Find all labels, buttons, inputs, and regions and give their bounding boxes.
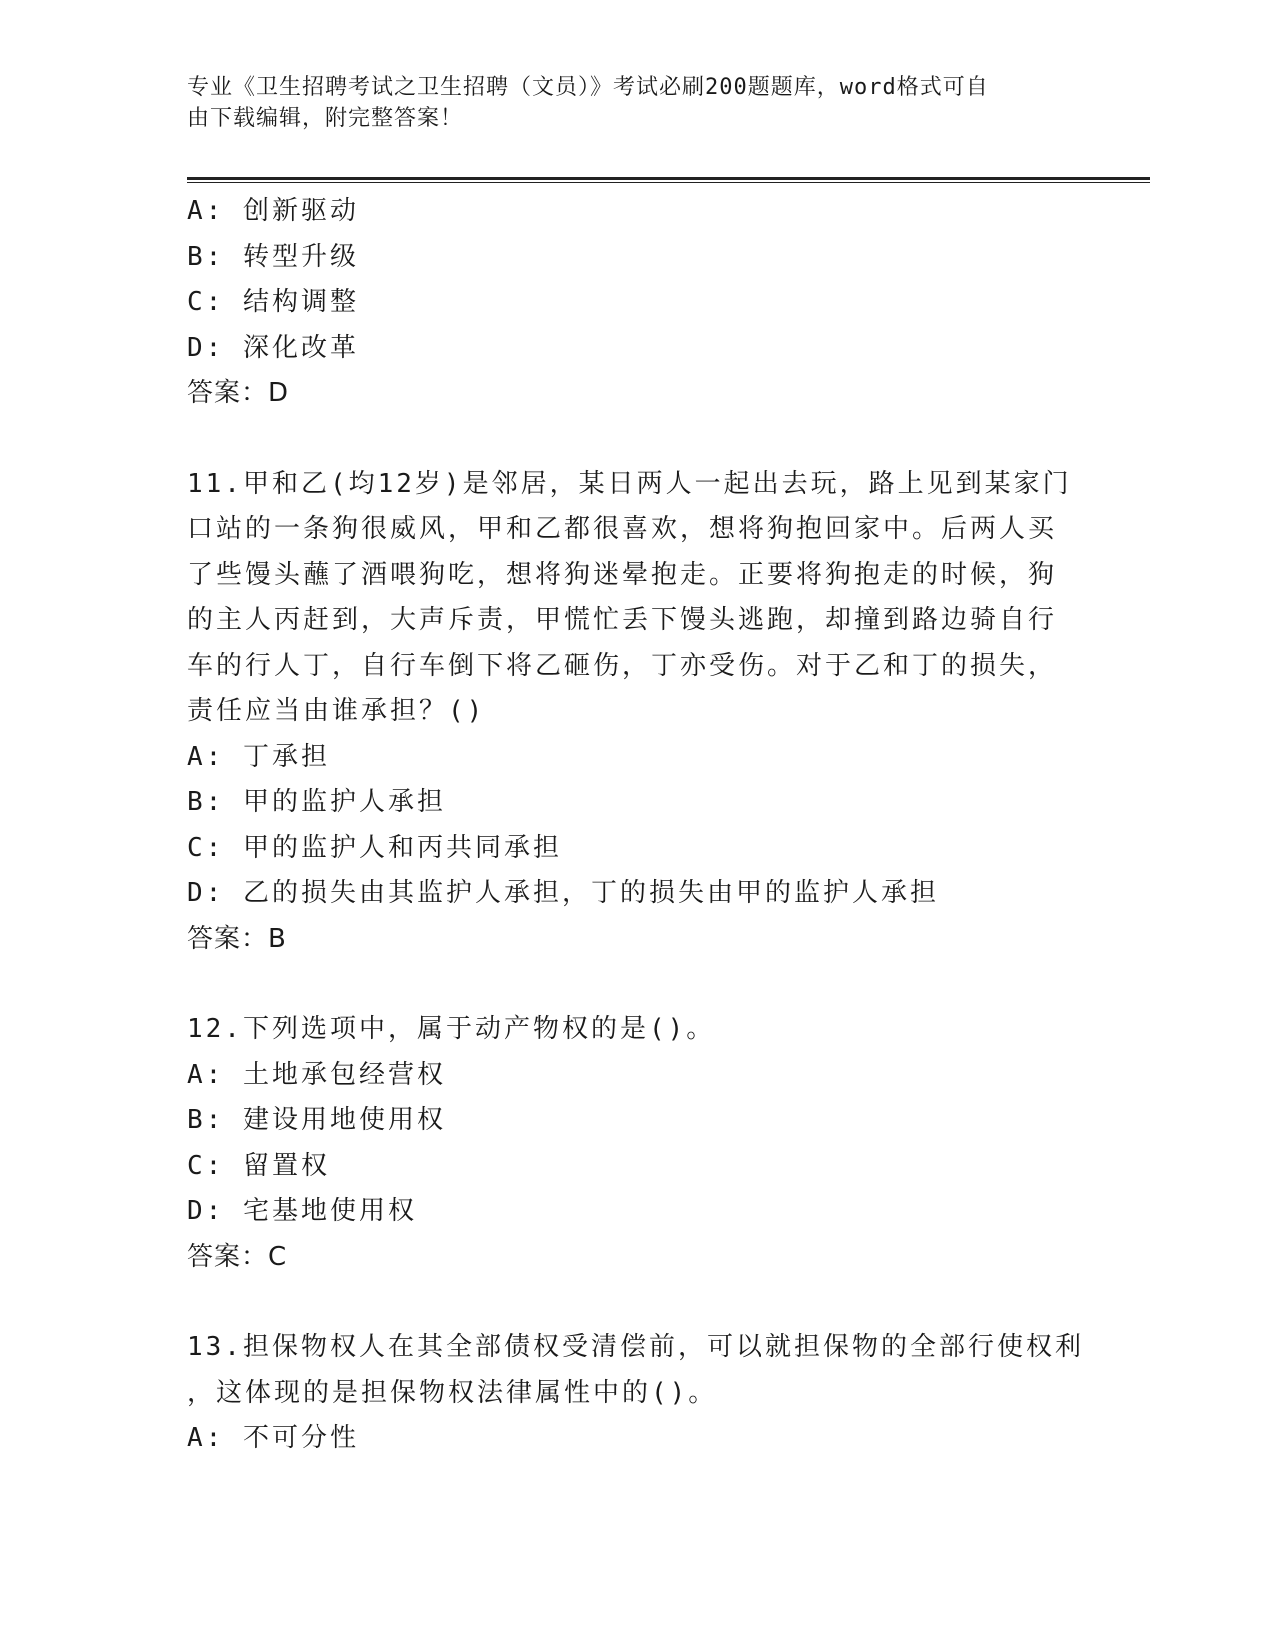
option-c: C: 留置权 <box>187 1150 330 1181</box>
question-11 <box>187 462 1077 963</box>
question-12 <box>187 1007 1077 1280</box>
question-text-line: 11.甲和乙(均12岁)是邻居，某日两人一起出去玩，路上见到某家门 <box>187 468 1072 499</box>
option-d: D: 深化改革 <box>187 332 359 363</box>
question-text-line: ，这体现的是担保物权法律属性中的()。 <box>187 1377 718 1408</box>
option-a: A: 土地承包经营权 <box>187 1059 446 1090</box>
option-a: A: 创新驱动 <box>187 196 359 226</box>
header-divider-thick <box>187 177 1150 180</box>
option-b: B: 转型升级 <box>187 241 359 272</box>
header-line-2: 由下载编辑，附完整答案！ <box>187 106 464 131</box>
option-c: C: 甲的监护人和丙共同承担 <box>187 832 562 863</box>
answer: 答案：C <box>187 1241 288 1272</box>
document-header <box>187 72 1067 134</box>
header-line-1: 专业《卫生招聘考试之卫生招聘（文员）》考试必刷200题题库，word格式可自 <box>187 75 989 100</box>
option-b: B: 甲的监护人承担 <box>187 787 446 817</box>
question-10 <box>187 189 1077 417</box>
question-text-line: 口站的一条狗很威风，甲和乙都很喜欢，想将狗抱回家中。后两人买 <box>187 514 1058 544</box>
question-text-line: 13.担保物权人在其全部债权受清偿前，可以就担保物的全部行使权利 <box>187 1332 1084 1362</box>
option-b: B: 建设用地使用权 <box>187 1105 446 1135</box>
spacer <box>187 962 1077 1007</box>
option-d: D: 宅基地使用权 <box>187 1196 417 1226</box>
header-divider-thin <box>187 182 1150 183</box>
spacer <box>187 417 1077 462</box>
option-a: A: 丁承担 <box>187 741 330 772</box>
question-list <box>187 189 1084 1462</box>
question-text-line: 车的行人丁，自行车倒下将乙砸伤，丁亦受伤。对于乙和丁的损失， <box>187 650 1058 681</box>
option-d: D: 乙的损失由其监护人承担，丁的损失由甲的监护人承担 <box>187 878 939 908</box>
question-text-line: 责任应当由谁承担？() <box>187 696 486 726</box>
option-a: A: 不可分性 <box>187 1423 359 1453</box>
question-text-line: 了些馒头蘸了酒喂狗吃，想将狗迷晕抱走。正要将狗抱走的时候，狗 <box>187 559 1058 590</box>
option-c: C: 结构调整 <box>187 287 359 317</box>
answer: 答案：B <box>187 923 287 954</box>
question-text-line: 的主人丙赶到，大声斥责，甲慌忙丢下馒头逃跑，却撞到路边骑自行 <box>187 605 1058 635</box>
spacer <box>187 1280 1077 1325</box>
question-text-line: 12.下列选项中，属于动产物权的是()。 <box>187 1014 716 1044</box>
question-13 <box>187 1325 1084 1462</box>
answer: 答案：D <box>187 378 290 408</box>
